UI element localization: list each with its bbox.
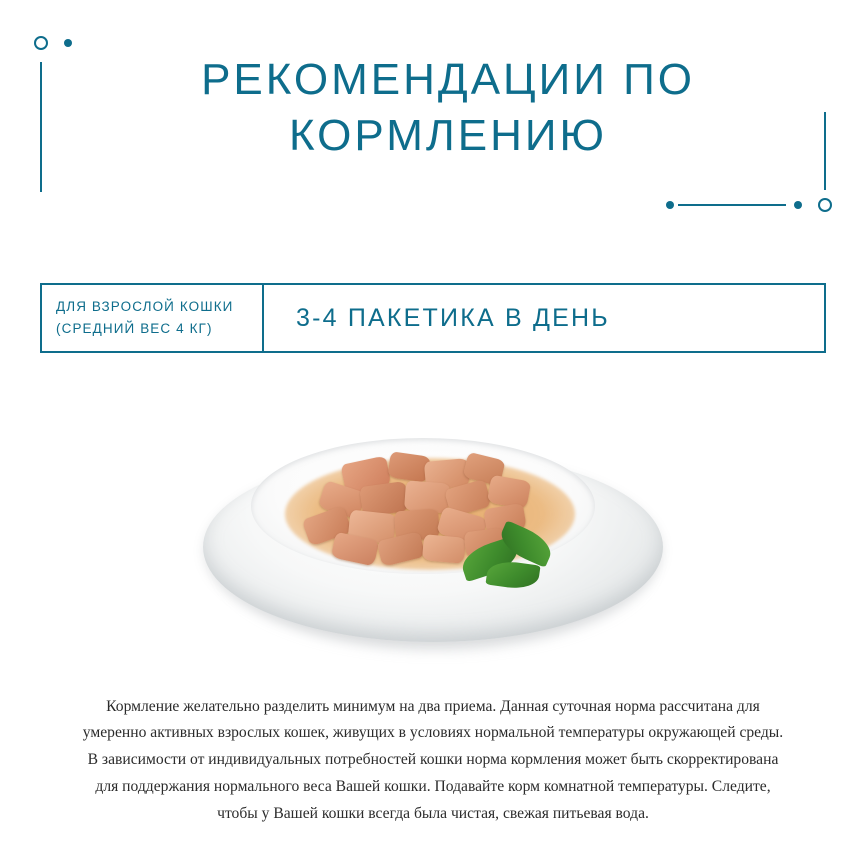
decor-vertical-line-right [824, 112, 826, 190]
decor-dot-bottom-right-icon [794, 201, 802, 209]
dosage-value: 3-4 ПАКЕТИКА В ДЕНЬ [296, 303, 610, 332]
food-image [0, 400, 866, 670]
decor-dot-top-left-icon [64, 39, 72, 47]
plate-illustration [193, 412, 673, 662]
decor-circle-bottom-right-icon [818, 198, 832, 212]
feeding-note: Кормление желательно разделить минимум на два приема. Данная суточная норма рассчитана для умеренно активных взрослых кошек, живущих в условиях нормальной температуры окружающей среды. В зависимости от индивидуальных потребностей кошки норма кормления может быть скорректирована для поддержания нормального веса Вашей кошки. Подавайте корм комнатной температуры. Следите, чтобы у Вашей кошки всегда была чистая, свежая питьевая вода. [82, 697, 784, 822]
decor-vertical-line-left [40, 62, 42, 192]
basil-sprig-icon [455, 524, 575, 594]
page-title-block [90, 52, 806, 165]
dosage-table [40, 283, 826, 353]
decor-dot-bottom-right-secondary-icon [666, 201, 674, 209]
header [0, 0, 866, 245]
dosage-label-line2: (СРЕДНИЙ ВЕС 4 КГ) [56, 321, 213, 336]
page-title: РЕКОМЕНДАЦИИ ПО КОРМЛЕНИЮ [201, 55, 695, 161]
dosage-label-cell [42, 285, 264, 351]
dosage-label-line1: ДЛЯ ВЗРОСЛОЙ КОШКИ [56, 298, 234, 314]
decor-circle-top-left-icon [34, 36, 48, 50]
dosage-value-cell [264, 285, 824, 351]
decor-horizontal-line-right [678, 204, 786, 206]
